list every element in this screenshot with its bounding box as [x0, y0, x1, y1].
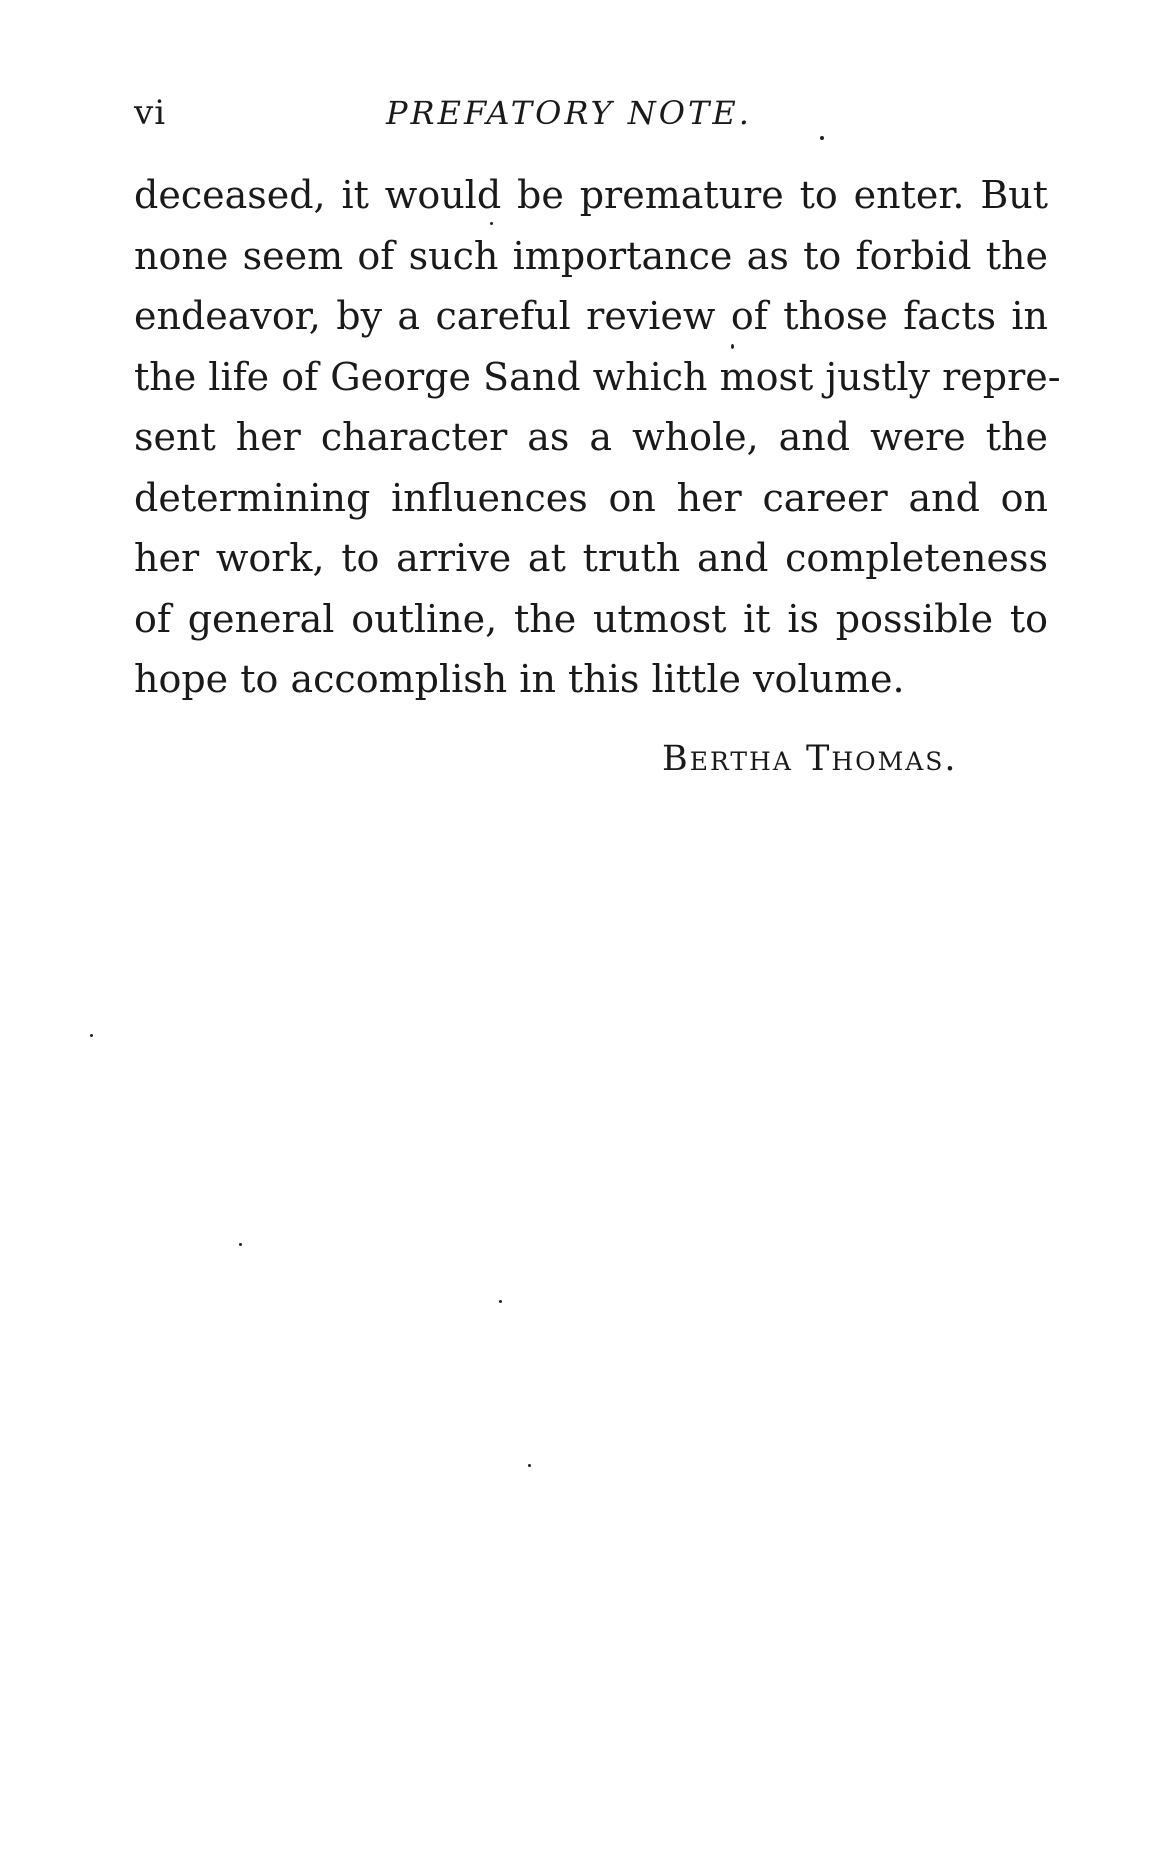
text-line: determining influences on her career and on: [134, 475, 1048, 520]
scan-speck: [499, 1300, 502, 1303]
author-signature: Bertha Thomas.: [662, 739, 958, 779]
text-line: none seem of such importance as to forbid the: [134, 233, 1048, 278]
text-line: deceased, it would be premature to enter. But: [134, 173, 1048, 217]
page-number: vi: [134, 93, 167, 133]
running-title: PREFATORY NOTE.: [386, 94, 752, 132]
scan-speck: [731, 344, 734, 349]
text-line: endeavor, by a careful review of those facts in: [134, 294, 1048, 338]
text-line: of general outline, the utmost it is possible to: [134, 596, 1048, 641]
text-line: sent her character as a whole, and were the: [134, 415, 1048, 459]
text-line: her work, to arrive at truth and completeness: [134, 536, 1048, 580]
scan-speck: [90, 1034, 93, 1037]
scan-speck: [820, 136, 824, 140]
scan-speck: [239, 1243, 242, 1246]
scan-speck: [528, 1464, 531, 1467]
text-line: the life of George Sand which most justly repre-: [134, 354, 1061, 399]
prefatory-note-text: [134, 165, 1061, 710]
text-line: hope to accomplish in this little volume.: [134, 657, 905, 701]
running-head: [134, 88, 1054, 138]
scan-speck: [490, 222, 493, 225]
